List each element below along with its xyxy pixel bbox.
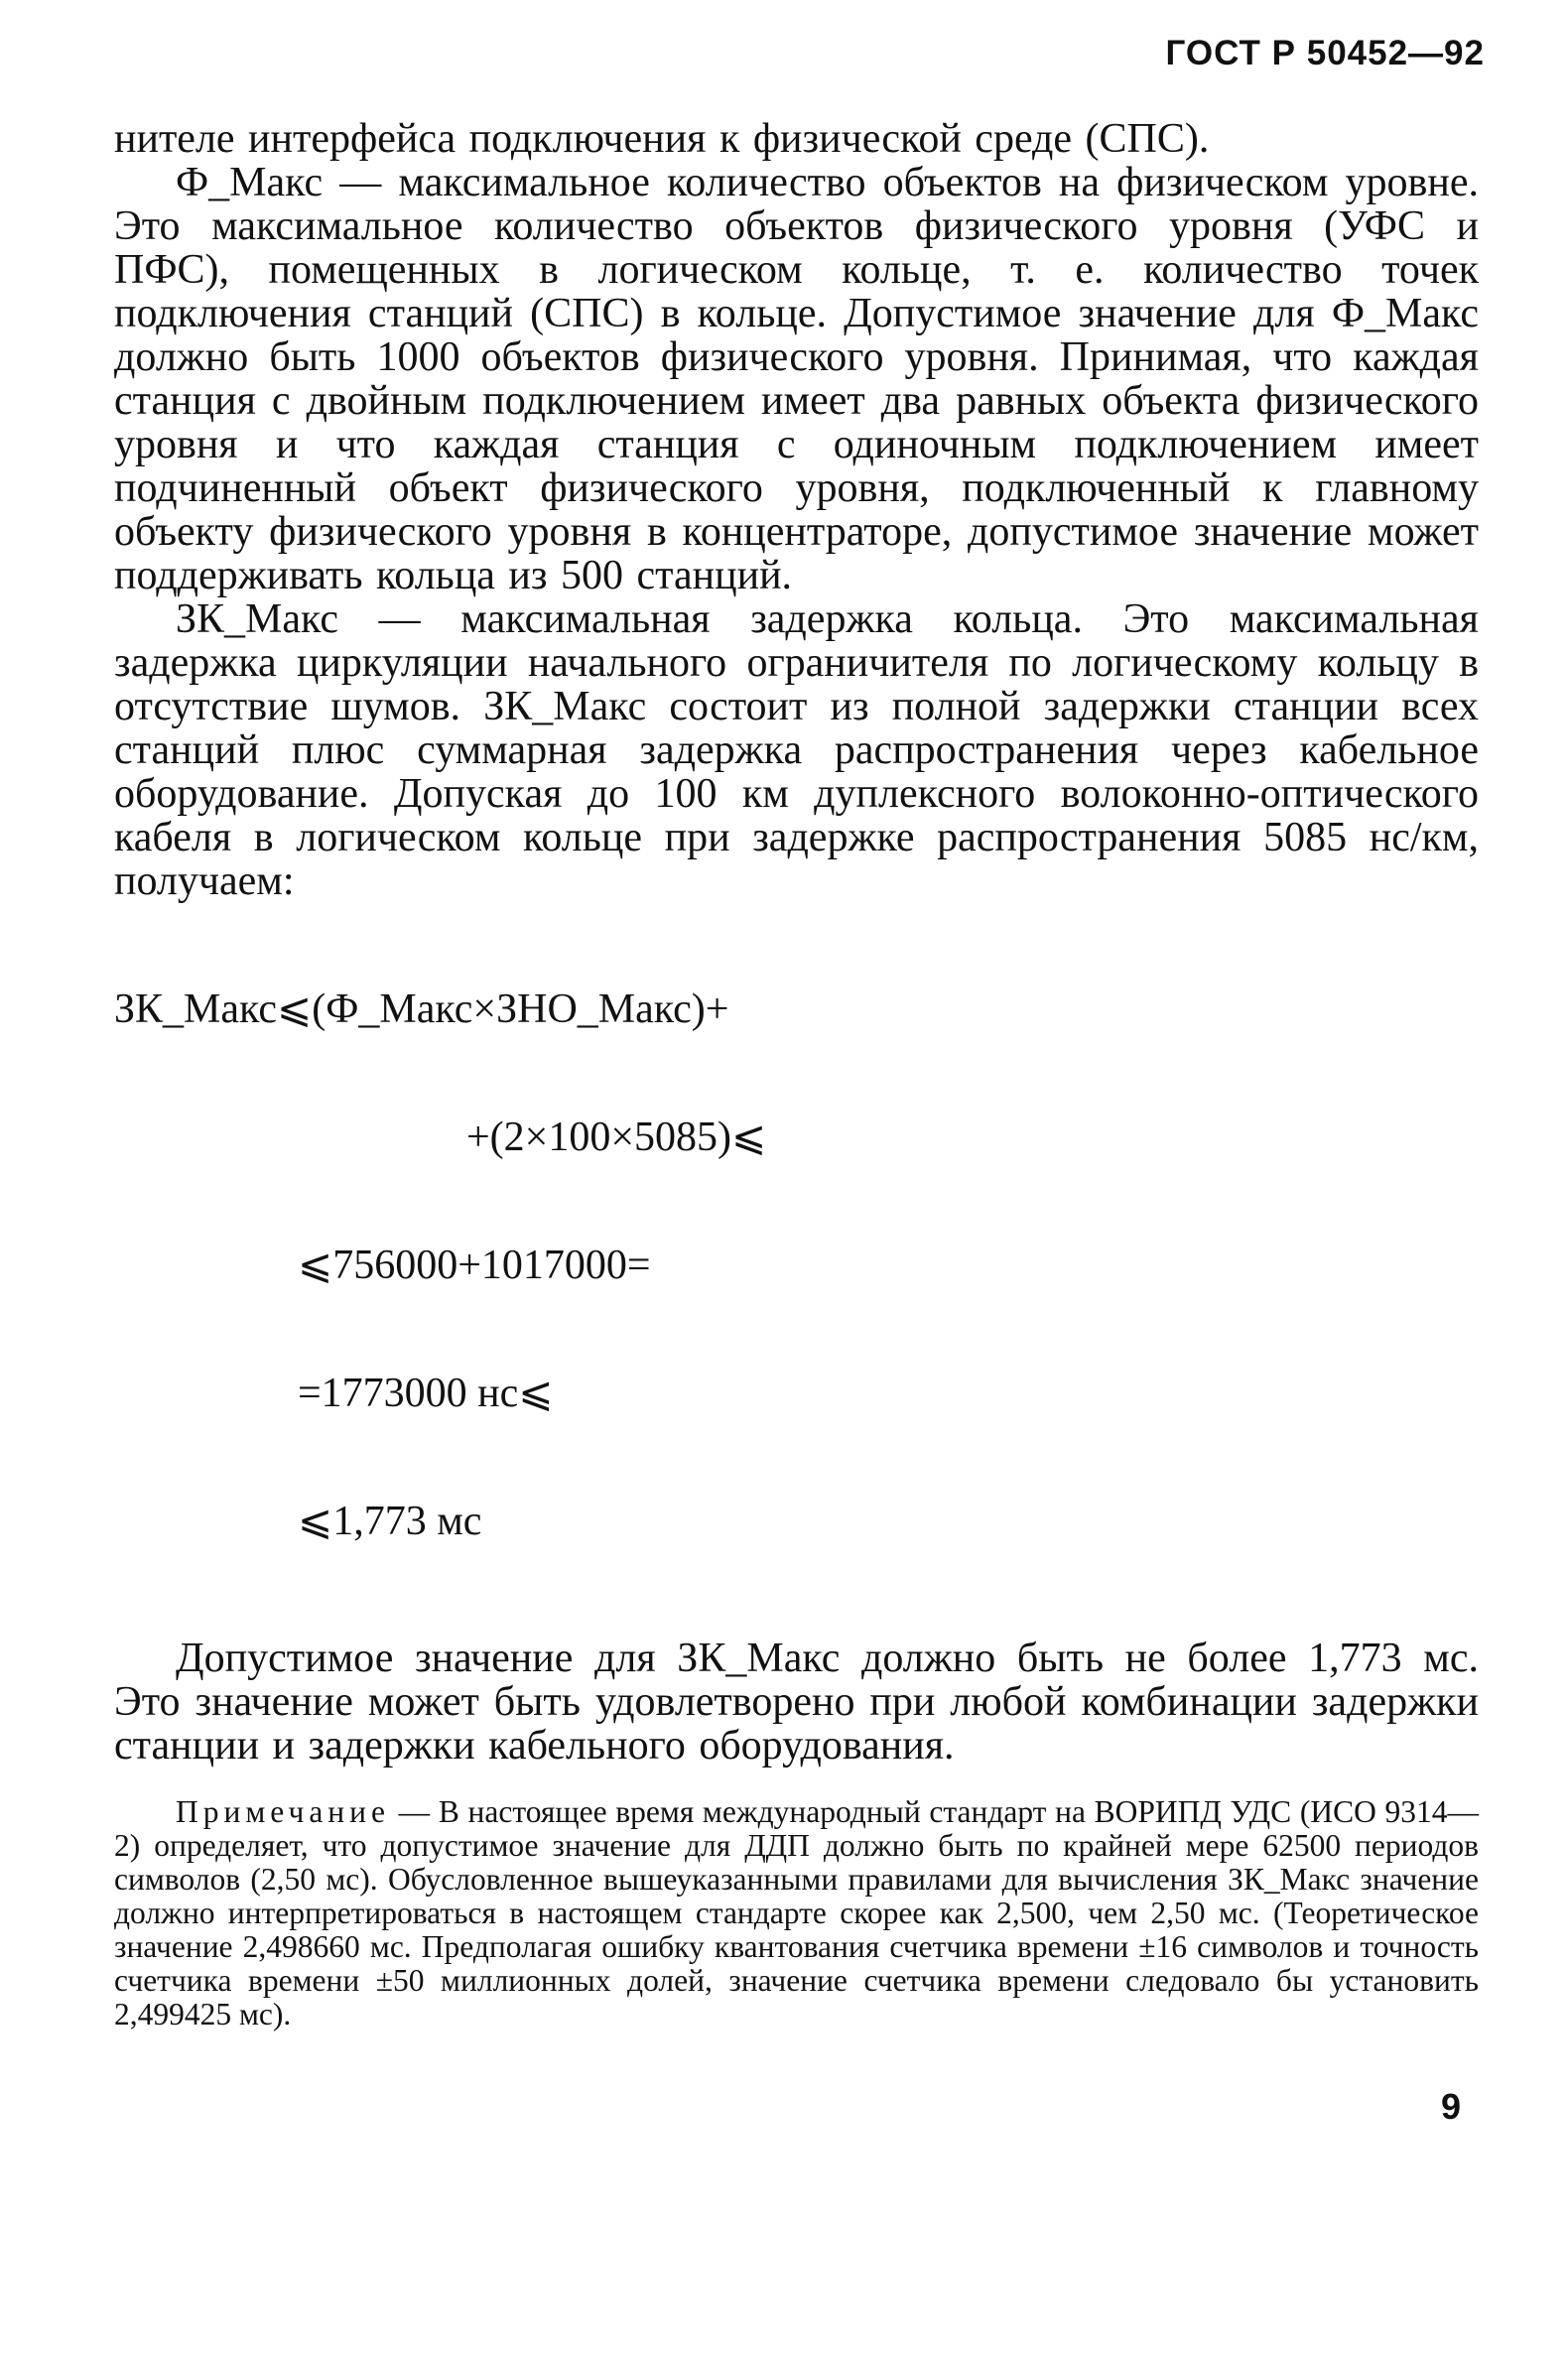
page-body: [114, 117, 1479, 2063]
document-header: ГОСТ Р 50452—92: [1165, 34, 1485, 72]
paragraph-zk-max: ЗК_Макс — максимальная задержка кольца. Это максимальная задержка циркуляции начального ограничителя по логическому кольцу в отсутствие шумов. ЗК_Макс состоит из полной задержки станции всех станций плюс суммарная задержка распространения через кабельное оборудование. Допуская до 100 км дуплексного волоконно-оптического кабеля в логическом кольце при задержке распространения 5085 нс/км, получаем:: [114, 596, 1479, 904]
paragraph-f-max: Ф_Макс — максимальное количество объектов на физическом уровне. Это максимальное количество объектов физического уровня (УФС и ПФС), помещенных в логическом кольце, т. е. количество точек подключения станций (СПС) в кольце. Допустимое значение для Ф_Макс должно быть 1000 объектов физического уровня. Принимая, что каждая станция с двойным подключением имеет два равных объекта физического уровня и что каждая станция с одиночным подключением имеет подчиненный объект физического уровня, подключенный к главному объекту физического уровня в концентраторе, допустимое значение может поддерживать кольца из 500 станций.: [114, 160, 1479, 598]
note: [114, 1795, 1479, 2031]
note-label: Примечание: [176, 1794, 391, 1829]
formula-line-5: ⩽1,773 мс: [298, 1499, 482, 1544]
formula-line-1: ЗК_Макс⩽(Ф_Макс×ЗНО_Макс)+: [114, 986, 729, 1032]
formula-line-4: =1773000 нс⩽: [298, 1371, 554, 1416]
page-number: 9: [1440, 2086, 1461, 2127]
paragraph-continuation: нителе интерфейса подключения к физической среде (СПС).: [114, 116, 1210, 162]
note-text: — В настоящее время международный стандарт на ВОРИПД УДС (ИСО 9314—2) определяет, что допустимое значение для ДДП должно быть по крайней мере 62500 периодов символов (2,50 мс). Обусловленное вышеуказанными правилами для вычисления ЗК_Макс значение должно интерпретироваться в настоящем стандарте скорее как 2,500, чем 2,50 мс. (Теоретическое значение 2,498660 мс. Предполагая ошибку квантования счетчика времени ±16 символов и точность счетчика времени ±50 миллионных долей, значение счетчика времени следовало бы установить 2,499425 мс).: [114, 1794, 1479, 2031]
formula-line-2: +(2×100×5085)⩽: [466, 1114, 767, 1160]
formula-block: [114, 903, 1479, 1629]
formula-line-3: ⩽756000+1017000=: [298, 1243, 651, 1288]
paragraph-allowed-value: Допустимое значение для ЗК_Макс должно быть не более 1,773 мс. Это значение может быть удовлетворено при любой комбинации задержки станции и задержки кабельного оборудования.: [114, 1636, 1479, 1769]
